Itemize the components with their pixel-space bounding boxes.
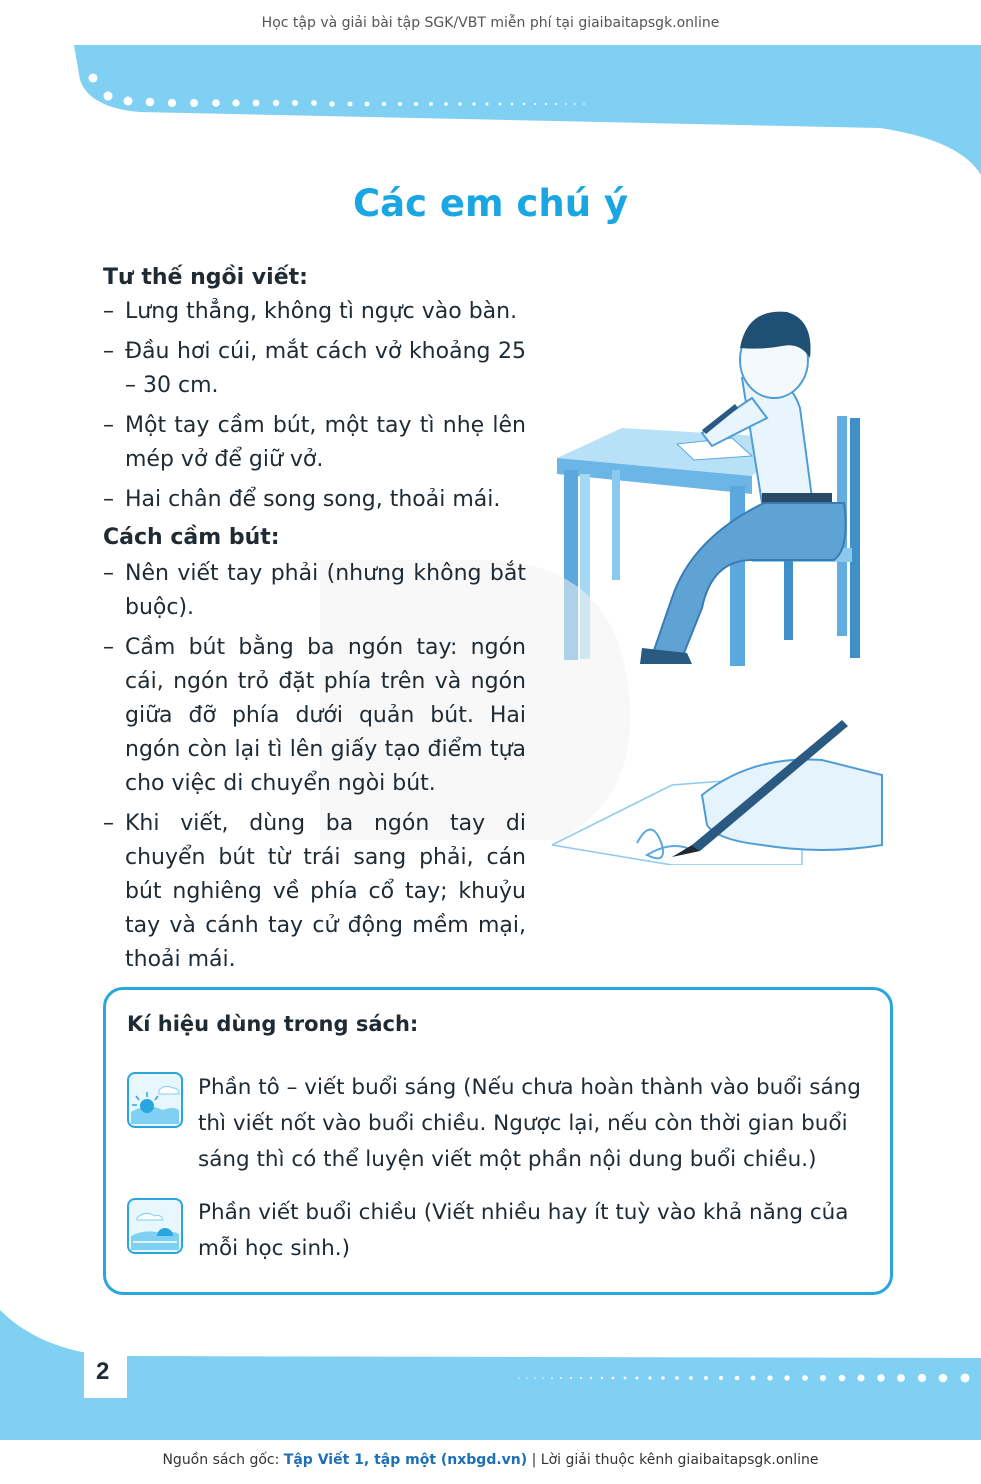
legend-morning-text: Phần tô – viết buổi sáng (Nếu chưa hoàn thành vào buổi sáng thì viết nốt vào buổi chiều. Ngược lại, nếu còn thời gian buổi sáng thì có thể luyện viết một phần nội dung buổi chiều.) bbox=[198, 1075, 861, 1172]
posture-item bbox=[103, 295, 526, 329]
page-title: Các em chú ý bbox=[352, 182, 629, 225]
source-link[interactable]: Tập Viết 1, tập một (nxbgd.vn) bbox=[283, 1452, 528, 1468]
bottom-source-note bbox=[0, 1452, 981, 1468]
legend-title: Kí hiệu dùng trong sách: bbox=[127, 1012, 419, 1036]
bullet-dash: – bbox=[103, 811, 114, 836]
posture-item-text: Đầu hơi cúi, mắt cách vở khoảng 25 – 30 cm. bbox=[125, 339, 526, 398]
bullet-dash: – bbox=[103, 561, 114, 586]
pen-grip-item-text: Khi viết, dùng ba ngón tay di chuyển bút từ trái sang phải, cán bút nghiêng về phía cổ tay; khuỷu tay và cánh tay cử động mềm mại, thoải mái. bbox=[125, 811, 526, 972]
legend-afternoon-text: Phần viết buổi chiều (Viết nhiều hay ít tuỳ vào khả năng của mỗi học sinh.) bbox=[198, 1200, 849, 1261]
bullet-dash: – bbox=[103, 413, 114, 438]
pen-grip-item bbox=[103, 807, 526, 977]
posture-item-text: Một tay cầm bút, một tay tì nhẹ lên mép vở để giữ vở. bbox=[125, 413, 526, 472]
bullet-dash: – bbox=[103, 635, 114, 660]
pen-grip-heading: Cách cầm bút: bbox=[103, 525, 280, 550]
page-number: 2 bbox=[96, 1358, 110, 1385]
pen-grip-item-text: Nên viết tay phải (nhưng không bắt buộc). bbox=[125, 561, 526, 620]
pen-grip-item bbox=[103, 557, 526, 625]
afternoon-sunset-icon bbox=[127, 1198, 183, 1254]
posture-item-text: Hai chân để song song, thoải mái. bbox=[125, 487, 501, 512]
pen-grip-item bbox=[103, 631, 526, 801]
morning-sun-icon bbox=[127, 1072, 183, 1128]
source-suffix: | Lời giải thuộc kênh giaibaitapsgk.online bbox=[527, 1452, 819, 1468]
bullet-dash: – bbox=[103, 299, 114, 324]
top-site-note: Học tập và giải bài tập SGK/VBT miễn phí tại giaibaitapsgk.online bbox=[261, 15, 720, 31]
posture-item bbox=[103, 483, 526, 517]
posture-item bbox=[103, 335, 526, 403]
writing-instructions bbox=[103, 261, 526, 977]
bullet-dash: – bbox=[103, 339, 114, 364]
posture-item-text: Lưng thẳng, không tì ngực vào bàn. bbox=[125, 299, 518, 324]
posture-item bbox=[103, 409, 526, 477]
pen-grip-item-text: Cầm bút bằng ba ngón tay: ngón cái, ngón trỏ đặt phía trên và ngón giữa đỡ phía dưới quản bút. Hai ngón còn lại tì lên giấy tạo điểm tựa cho việc di chuyển ngòi bút. bbox=[125, 635, 526, 796]
bullet-dash: – bbox=[103, 487, 114, 512]
posture-heading: Tư thế ngồi viết: bbox=[103, 265, 308, 290]
source-prefix: Nguồn sách gốc: bbox=[162, 1452, 284, 1468]
